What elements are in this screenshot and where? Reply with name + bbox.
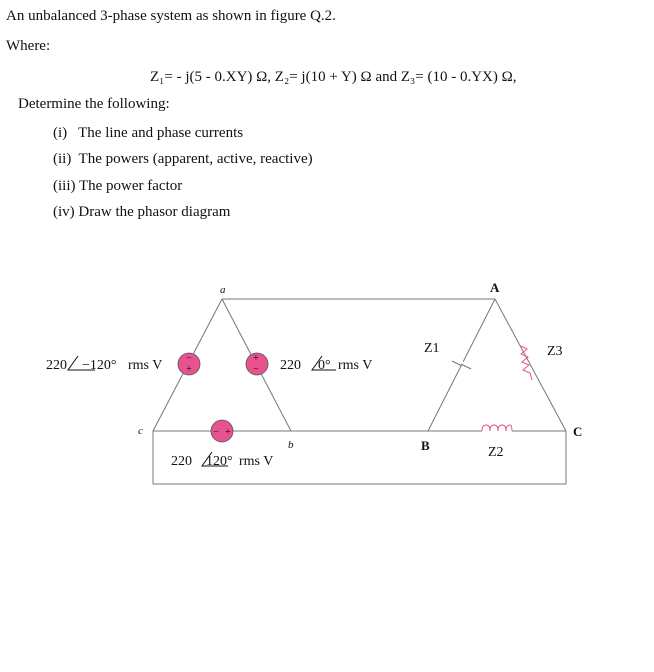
node-c-label: c: [138, 425, 143, 437]
svg-text:−: −: [213, 427, 219, 438]
question-item-4: (iv) Draw the phasor diagram: [53, 204, 231, 220]
node-C-label: C: [573, 424, 583, 439]
svg-text:rms V: rms V: [338, 358, 373, 373]
svg-text:220: 220: [46, 358, 67, 373]
z2-label: Z2: [488, 445, 504, 460]
source-right-symbol: [246, 353, 268, 375]
question-item-2: (ii) The powers (apparent, active, reactive): [53, 151, 313, 167]
where-label: Where:: [6, 38, 51, 54]
source-right-label: [280, 356, 372, 373]
svg-text:0°: 0°: [318, 358, 331, 373]
node-A-label: A: [490, 280, 500, 295]
svg-text:220: 220: [280, 358, 301, 373]
source-left-label: [46, 356, 162, 373]
source-bottom-symbol: [211, 420, 233, 442]
z3-label: Z3: [547, 344, 563, 359]
question-intro: An unbalanced 3-phase system as shown in figure Q.2.: [6, 8, 336, 24]
svg-text:rms V: rms V: [128, 358, 163, 373]
svg-text:−120°: −120°: [82, 358, 117, 373]
z1-capacitor: [452, 360, 471, 369]
svg-text:+: +: [186, 364, 192, 375]
svg-text:−: −: [186, 353, 192, 364]
z2-inductor: [482, 425, 512, 431]
z1-label: Z1: [424, 341, 440, 356]
svg-text:120°: 120°: [206, 454, 233, 469]
node-b-label: b: [288, 439, 294, 451]
question-item-3: (iii) The power factor: [53, 178, 183, 194]
node-a-label: a: [220, 284, 226, 296]
impedance-definitions: Z₁= - j(5 - 0.XY) Ω, Z₂= j(10 + Y) Ω and Z₃= (10 - 0.YX) Ω,: [150, 69, 517, 85]
svg-text:+: +: [225, 427, 231, 438]
svg-text:220: 220: [171, 454, 192, 469]
node-B-label: B: [421, 438, 430, 453]
svg-text:rms V: rms V: [239, 454, 274, 469]
determine-heading: Determine the following:: [18, 96, 170, 112]
source-bottom-label: [171, 452, 273, 469]
question-item-1: (i) The line and phase currents: [53, 125, 244, 141]
svg-text:+: +: [253, 353, 259, 364]
svg-text:−: −: [253, 364, 259, 375]
source-left-symbol: [178, 353, 200, 375]
